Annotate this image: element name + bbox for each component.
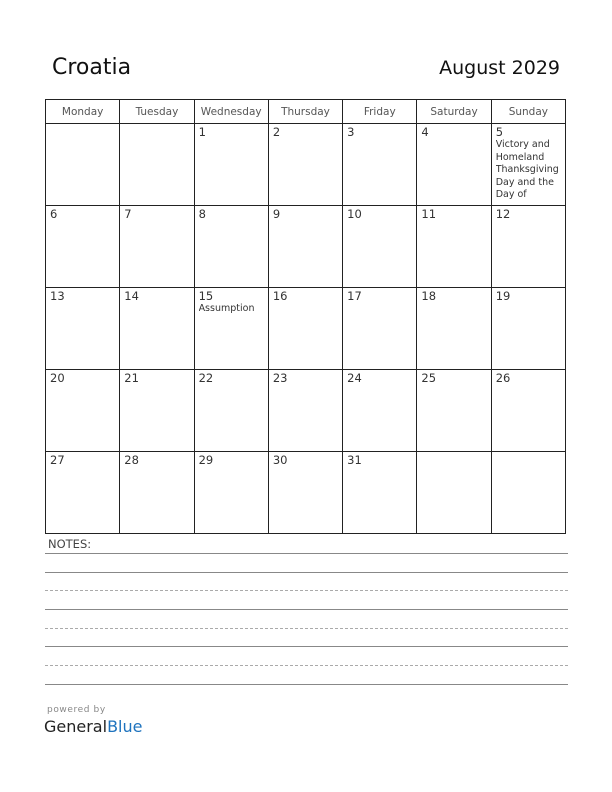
day-cell bbox=[120, 370, 194, 452]
day-cell bbox=[120, 206, 194, 288]
day-cell bbox=[268, 288, 342, 370]
day-cell bbox=[46, 124, 120, 206]
day-number: 31 bbox=[347, 453, 362, 467]
day-number: 14 bbox=[124, 289, 139, 303]
day-cell bbox=[417, 288, 491, 370]
day-number: 27 bbox=[50, 453, 65, 467]
day-cell bbox=[343, 452, 417, 534]
notes-line bbox=[45, 572, 568, 573]
day-number: 10 bbox=[347, 207, 362, 221]
day-number: 8 bbox=[198, 207, 206, 221]
calendar-grid bbox=[45, 99, 566, 534]
day-number: 21 bbox=[124, 371, 139, 385]
weekday-header: Friday bbox=[343, 100, 417, 124]
week-row bbox=[46, 288, 566, 370]
day-cell bbox=[268, 452, 342, 534]
day-number: 18 bbox=[421, 289, 437, 303]
day-cell bbox=[417, 206, 491, 288]
day-cell bbox=[46, 452, 120, 534]
day-cell bbox=[194, 206, 268, 288]
weekday-header: Thursday bbox=[268, 100, 342, 124]
weekday-header: Monday bbox=[46, 100, 120, 124]
day-cell bbox=[417, 370, 491, 452]
day-cell bbox=[268, 206, 342, 288]
day-number: 17 bbox=[347, 289, 362, 303]
day-cell bbox=[343, 206, 417, 288]
notes-line bbox=[45, 646, 568, 647]
holiday-label: Assumption bbox=[198, 303, 255, 314]
day-cell bbox=[120, 452, 194, 534]
day-number: 30 bbox=[272, 453, 288, 467]
day-number: 20 bbox=[50, 371, 65, 385]
day-cell bbox=[491, 206, 565, 288]
holiday-label: Victory and Homeland Thanksgiving Day and the Day of bbox=[495, 139, 559, 200]
day-cell bbox=[417, 452, 491, 534]
day-cell bbox=[343, 124, 417, 206]
day-number: 16 bbox=[272, 289, 288, 303]
day-number: 28 bbox=[124, 453, 139, 467]
day-number: 25 bbox=[421, 371, 437, 385]
notes-line bbox=[45, 628, 568, 629]
day-cell bbox=[343, 370, 417, 452]
notes-label: NOTES: bbox=[48, 537, 92, 551]
day-cell bbox=[194, 124, 268, 206]
brand-general: General bbox=[44, 717, 108, 736]
day-number: 6 bbox=[50, 207, 58, 221]
week-row bbox=[46, 124, 566, 206]
day-number: 4 bbox=[421, 125, 429, 139]
country-title: Croatia bbox=[52, 55, 132, 80]
weekday-header: Tuesday bbox=[120, 100, 194, 124]
powered-by-label: powered by bbox=[47, 705, 106, 715]
notes-line bbox=[45, 590, 568, 591]
week-row bbox=[46, 452, 566, 534]
day-number: 9 bbox=[272, 207, 281, 221]
day-number: 24 bbox=[347, 371, 362, 385]
day-number: 11 bbox=[421, 207, 437, 221]
brand-logo bbox=[44, 717, 142, 736]
day-number: 13 bbox=[50, 289, 65, 303]
day-number: 15 bbox=[198, 289, 214, 303]
day-cell bbox=[194, 370, 268, 452]
day-cell bbox=[491, 452, 565, 534]
month-title: August 2029 bbox=[439, 57, 560, 79]
weekday-header-row bbox=[46, 100, 566, 124]
week-row bbox=[46, 370, 566, 452]
notes-line bbox=[45, 609, 568, 610]
day-number: 1 bbox=[198, 125, 206, 139]
brand-blue: Blue bbox=[107, 717, 143, 736]
day-cell bbox=[46, 370, 120, 452]
day-number: 23 bbox=[272, 371, 288, 385]
day-cell bbox=[417, 124, 491, 206]
day-number: 7 bbox=[124, 207, 132, 221]
day-cell bbox=[120, 124, 194, 206]
day-number: 29 bbox=[198, 453, 214, 467]
day-number: 19 bbox=[495, 289, 511, 303]
day-cell bbox=[491, 288, 565, 370]
weekday-header: Saturday bbox=[417, 100, 491, 124]
day-cell bbox=[343, 288, 417, 370]
week-row bbox=[46, 206, 566, 288]
day-cell bbox=[268, 124, 342, 206]
notes-line bbox=[45, 665, 568, 666]
day-cell bbox=[491, 124, 565, 206]
notes-line bbox=[45, 684, 568, 685]
day-number: 2 bbox=[272, 125, 281, 139]
weekday-header: Sunday bbox=[491, 100, 565, 124]
weekday-header: Wednesday bbox=[194, 100, 268, 124]
day-cell bbox=[46, 288, 120, 370]
day-cell bbox=[46, 206, 120, 288]
day-number: 5 bbox=[495, 125, 504, 139]
day-cell bbox=[268, 370, 342, 452]
day-cell bbox=[194, 288, 268, 370]
day-number: 26 bbox=[495, 371, 511, 385]
day-cell bbox=[120, 288, 194, 370]
day-cell bbox=[194, 452, 268, 534]
day-cell bbox=[491, 370, 565, 452]
day-number: 3 bbox=[347, 125, 355, 139]
day-number: 12 bbox=[495, 207, 511, 221]
notes-line bbox=[45, 553, 568, 554]
day-number: 22 bbox=[198, 371, 214, 385]
